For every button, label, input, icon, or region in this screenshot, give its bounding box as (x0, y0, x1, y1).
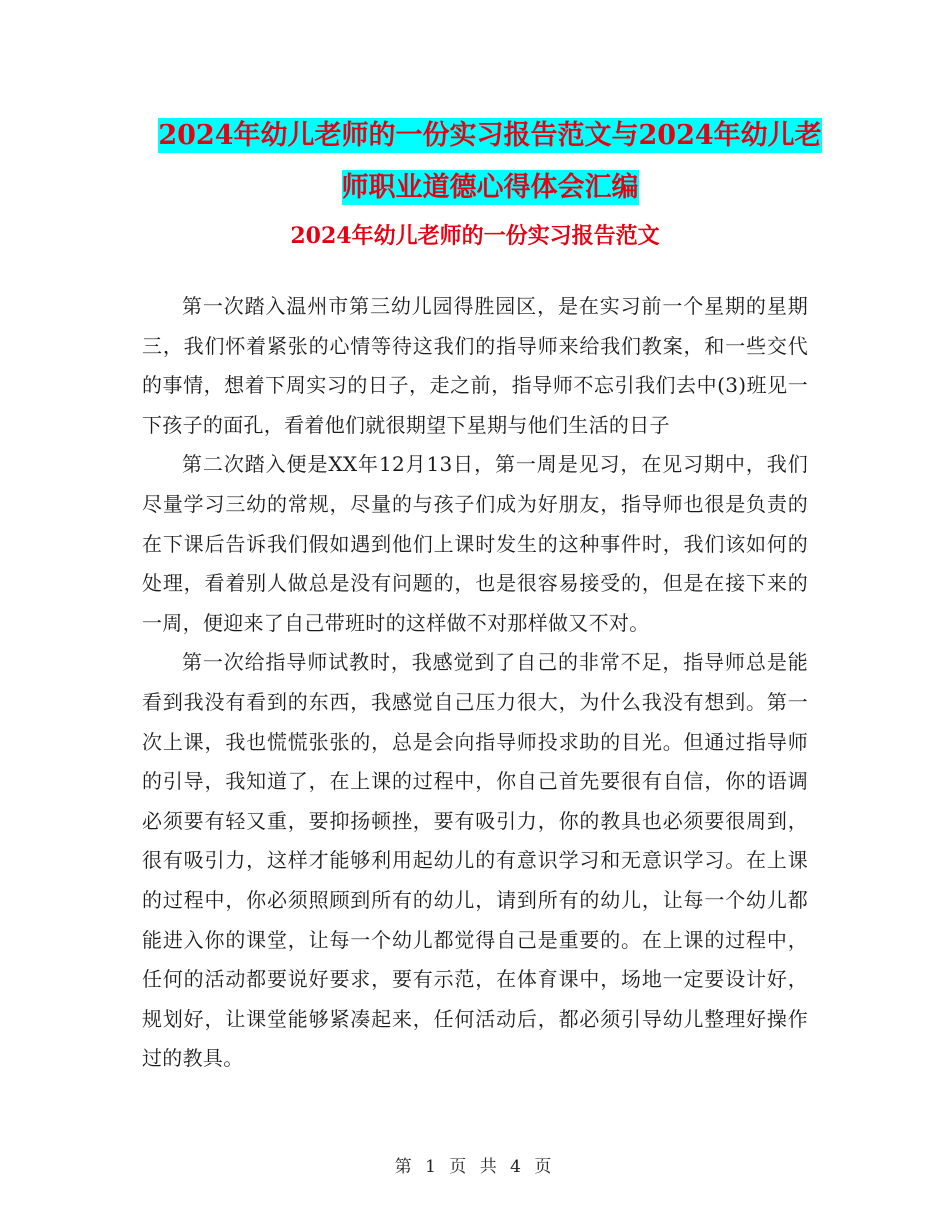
document-title-line-1: 2024年幼儿老师的一份实习报告范文与2024年幼儿老 (158, 120, 822, 151)
paragraph-1: 第一次踏入温州市第三幼儿园得胜园区，是在实习前一个星期的星期三，我们怀着紧张的心情等待这我们的指导师来给我们教案，和一些交代的事情，想着下周实习的日子，走之前，指导师不忘引我们去中(3)班见一下孩子的面孔，看着他们就很期望下星期与他们生活的日子 (142, 294, 808, 437)
document-body (142, 287, 808, 1079)
page-footer: 第 1 页 共 4 页 (394, 1157, 556, 1177)
paragraph-2: 第二次踏入便是XX年12月13日，第一周是见习，在见习期中，我们尽量学习三幼的常规，尽量的与孩子们成为好朋友，指导师也很是负责的在下课后告诉我们假如遇到他们上课时发生的这种事件时，我们该如何的处理，看着别人做总是没有问题的，也是很容易接受的，但是在接下来的一周，便迎来了自己带班时的这样做不对那样做又不对。 (142, 452, 808, 635)
section-title: 2024年幼儿老师的一份实习报告范文 (290, 223, 660, 249)
paragraph-3: 第一次给指导师试教时，我感觉到了自己的非常不足，指导师总是能看到我没有看到的东西，我感觉自己压力很大，为什么我没有想到。第一次上课，我也慌慌张张的，总是会向指导师投求助的目光。但通过指导师的引导，我知道了，在上课的过程中，你自己首先要很有自信，你的语调必须要有轻又重，要抑扬顿挫，要有吸引力，你的教具也必须要很周到，很有吸引力，这样才能够利用起幼儿的有意识学习和无意识学习。在上课的过程中，你必须照顾到所有的幼儿，请到所有的幼儿，让每一个幼儿都能进入你的课堂，让每一个幼儿都觉得自己是重要的。在上课的过程中，任何的活动都要说好要求，要有示范，在体育课中，场地一定要设计好，规划好，让课堂能够紧凑起来，任何活动后，都必须引导幼儿整理好操作过的教具。 (142, 650, 808, 1071)
document-title-line-2: 师职业道德心得体会汇编 (341, 172, 639, 203)
document-title (140, 110, 840, 214)
